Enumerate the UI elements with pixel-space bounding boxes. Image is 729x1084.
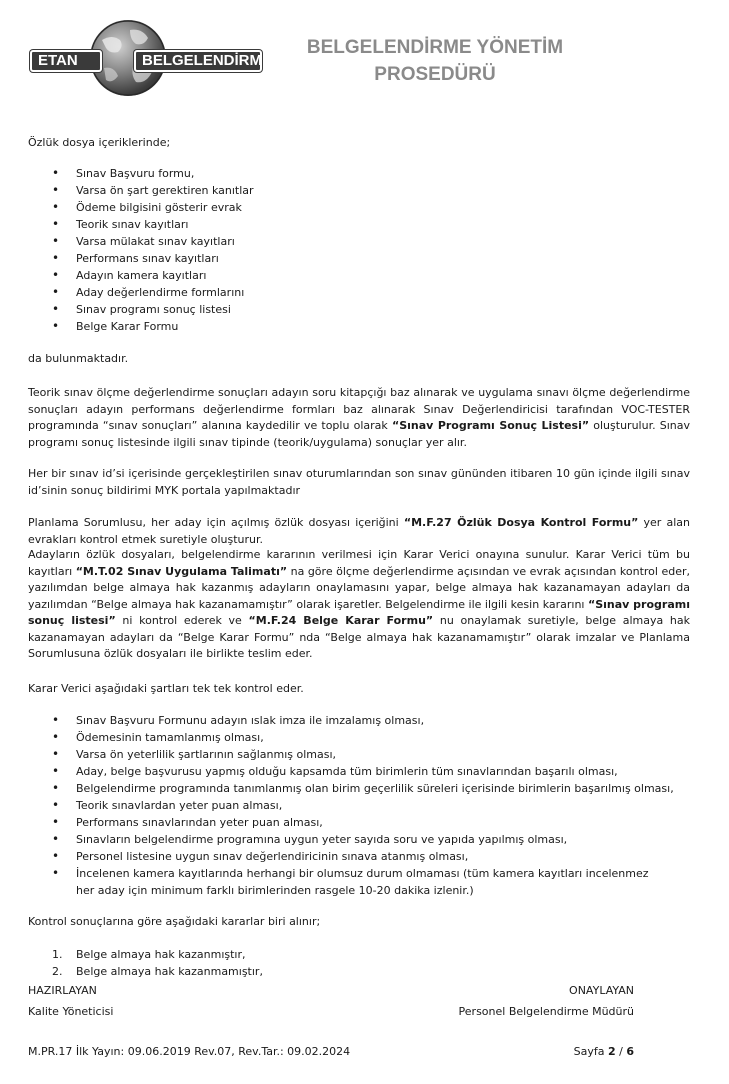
list-item: • Performans sınavlarından yeter puan alması, bbox=[28, 814, 690, 831]
list-item: • Performans sınav kayıtları bbox=[28, 250, 690, 267]
list-item: • Sınavların belgelendirme programına uygun yeter sayıda soru ve yapıda yapılmış olması, bbox=[28, 831, 690, 848]
after-list-text: da bulunmaktadır. bbox=[28, 352, 129, 365]
list-item: • Teorik sınavlardan yeter puan alması, bbox=[28, 797, 690, 814]
logo-text-right: BELGELENDİRME bbox=[134, 50, 262, 72]
decision-list bbox=[28, 946, 690, 980]
document-info: M.PR.17 İlk Yayın: 09.06.2019 Rev.07, Rev.Tar.: 09.02.2024 bbox=[28, 1045, 351, 1058]
list-item: • Sınav programı sonuç listesi bbox=[28, 301, 690, 318]
planning-paragraph: Planlama Sorumlusu, her aday için açılmış özlük dosyası içeriğini “M.F.27 Özlük Dosya Kontrol Formu” yer alan evrakları kontrol etmek suretiyle oluşturur. bbox=[28, 516, 690, 546]
file-contents-list bbox=[28, 165, 690, 335]
page-number: Sayfa 2 / 6 bbox=[573, 1045, 634, 1058]
decision-intro: Kontrol sonuçlarına göre aşağıdaki kararlar biri alınır; bbox=[28, 915, 321, 928]
list-item: • Ödeme bilgisini gösterir evrak bbox=[28, 199, 690, 216]
prepared-by-title: Kalite Yöneticisi bbox=[28, 1005, 114, 1018]
list-item: • Sınav Başvuru Formunu adayın ıslak imza ile imzalamış olması, bbox=[28, 712, 690, 729]
check-intro: Karar Verici aşağıdaki şartları tek tek kontrol eder. bbox=[28, 682, 304, 695]
list-item: 1. Belge almaya hak kazanmıştır, bbox=[52, 948, 246, 961]
file-contents-intro: Özlük dosya içeriklerinde; bbox=[28, 136, 171, 149]
title-line-1: BELGELENDİRME YÖNETİM bbox=[306, 37, 564, 58]
list-item: • Aday değerlendirme formlarını bbox=[28, 284, 690, 301]
list-item: • Sınav Başvuru formu, bbox=[28, 165, 690, 182]
list-item: • Varsa mülakat sınav kayıtları bbox=[28, 233, 690, 250]
list-item: • Varsa ön şart gerektiren kanıtlar bbox=[28, 182, 690, 199]
list-item: • Personel listesine uygun sınav değerlendiricinin sınava atanmış olması, bbox=[28, 848, 690, 865]
myk-notification-paragraph: Her bir sınav id’si içerisinde gerçekleştirilen sınav oturumlarından son sınav gününden itibaren 10 gün içinde ilgili sınav id’sinin sonuç bildirimi MYK portala yapılmaktadır bbox=[28, 467, 690, 497]
title-line-2: PROSEDÜRÜ bbox=[374, 64, 496, 85]
document-title bbox=[290, 34, 580, 88]
decision-paragraph: Adayların özlük dosyaları, belgelendirme kararının verilmesi için Karar Verici onayına sunulur. Karar Verici tüm bu kayıtları “M.T.02 Sınav Uygulama Talimatı” na göre ölçme değerlendirme açısından ve evrak açısından kontrol eder, yazılımdan belge almaya hak kazanmış adayların onaylamasını yapar, belge almaya hak kazanamayan adayları da yazılımdan “Belge almaya hak kazanamamıştır” olarak işaretler. Belgelendirme ile ilgili kesin kararını “Sınav programı sonuç listesi” ni kontrol ederek ve “M.F.24 Belge Karar Formu” nu onaylamak suretiyle, belge almaya hak kazanamayan adayları da “Belge Karar Formu” nda “Belge almaya hak kazanamamıştır” olarak imzalar ve Planlama Sorumlusuna özlük dosyaları ile birlikte teslim eder. bbox=[28, 548, 691, 660]
list-item: • Belge Karar Formu bbox=[28, 318, 690, 335]
approved-by-block bbox=[459, 982, 634, 1020]
company-logo bbox=[30, 18, 273, 102]
list-item: • Belgelendirme programında tanımlanmış olan birim geçerlilik süreleri içerisinde birimlerin başarılmış olması, bbox=[28, 780, 690, 797]
theory-results-paragraph: Teorik sınav ölçme değerlendirme sonuçları adayın soru kitapçığı baz alınarak ve uygulama sınavı ölçme değerlendirme sonuçları adayın performans değerlendirme formları baz alınarak Sınav Değerlendiricisi tarafından VOC-TESTER programında “sınav sonuçları” alanına kaydedilir ve toplu olarak “Sınav Programı Sonuç Listesi” oluşturulur. Sınav programı sonuç listesinde ilgili sınav tipinde (teorik/uygulama) sonuçlar yer alır. bbox=[28, 386, 691, 449]
approved-by-title: Personel Belgelendirme Müdürü bbox=[458, 1005, 634, 1018]
approved-by-role: ONAYLAYAN bbox=[569, 984, 634, 997]
logo-text-left: ETAN bbox=[30, 50, 102, 72]
list-item: • Adayın kamera kayıtları bbox=[28, 267, 690, 284]
prepared-by-role: HAZIRLAYAN bbox=[28, 984, 97, 997]
list-item: 2. Belge almaya hak kazanmamıştır, bbox=[52, 965, 263, 978]
prepared-by-block bbox=[28, 982, 113, 1020]
list-item: • Aday, belge başvurusu yapmış olduğu kapsamda tüm birimlerin tüm sınavlarından başarılı olması, bbox=[28, 763, 690, 780]
list-item: • Teorik sınav kayıtları bbox=[28, 216, 690, 233]
list-item: • Varsa ön yeterlilik şartlarının sağlanmış olması, bbox=[28, 746, 690, 763]
list-item: • İncelenen kamera kayıtlarında herhangi bir olumsuz durum olmaması (tüm kamera kayıtları incelenmez her aday için minimum farklı birimlerinden rasgele 10-20 dakika izlenir.) bbox=[28, 865, 690, 899]
check-conditions-list bbox=[28, 712, 690, 899]
list-item: • Ödemesinin tamamlanmış olması, bbox=[28, 729, 690, 746]
